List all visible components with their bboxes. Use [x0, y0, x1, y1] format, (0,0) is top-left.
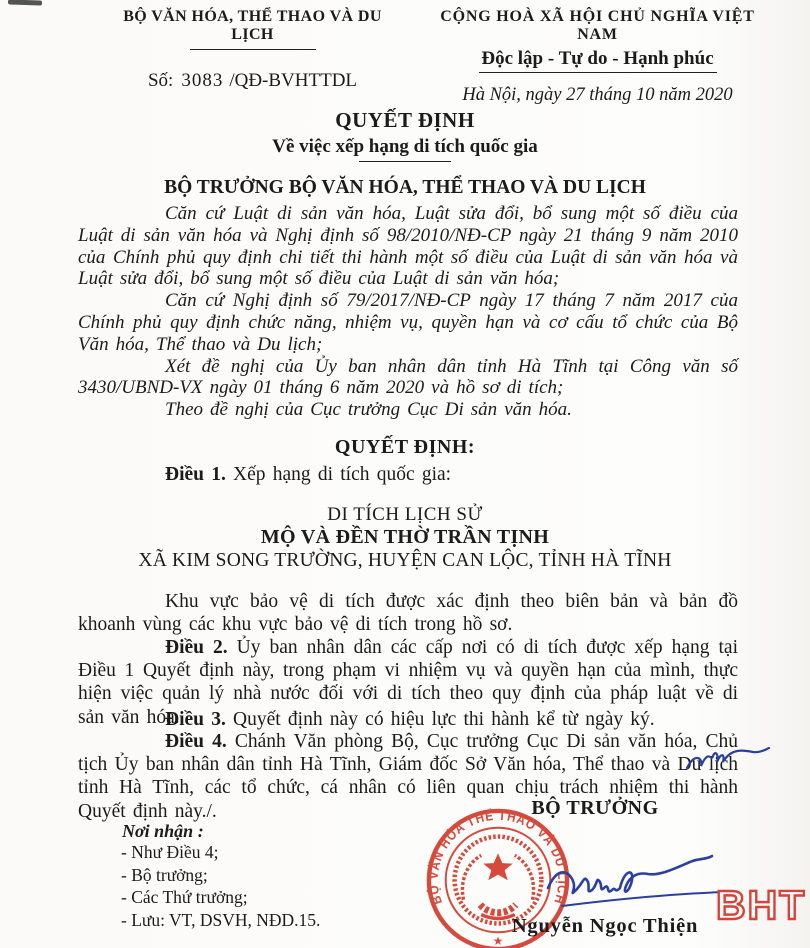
article-1-label: Điều 1. [165, 464, 226, 485]
handwritten-initials [683, 740, 771, 780]
national-emblem [455, 837, 542, 924]
article-3-paragraph [78, 708, 738, 731]
seal-bottom-star: ★ [492, 934, 504, 948]
protection-text: Khu vực bảo vệ di tích được xác định theo biên bản và bản đồ khoanh vùng các khu vực bảo vệ di tích trong hồ sơ. [78, 591, 738, 636]
title-block [0, 108, 810, 199]
issuing-org-block [100, 8, 405, 92]
issuing-org-name: BỘ VĂN HÓA, THỂ THAO VÀ DU LỊCH [123, 8, 382, 44]
motto-underline [479, 72, 717, 73]
seal-ring-text: BỘ VĂN HÓA THỂ THAO VÀ DU LỊCH [425, 807, 571, 908]
protection-paragraph [78, 590, 738, 636]
decision-subject: Về việc xếp hạng di tích quốc gia [272, 136, 538, 157]
article-1-text: Xếp hạng di tích quốc gia: [225, 464, 452, 485]
preamble-paragraph: Xét đề nghị của Ủy ban nhân dân tỉnh Hà Tĩnh tại Công văn số 3430/UBND-VX ngày 01 tháng 6 năm 2020 và hồ sơ di tích; [78, 355, 738, 399]
country-name: CỘNG HOÀ XÃ HỘI CHỦ NGHĨA VIỆT NAM [440, 8, 755, 43]
signer-name: Nguyễn Ngọc Thiện [511, 915, 699, 937]
article-3-text [78, 708, 738, 731]
signer-position: BỘ TRƯỞNG [531, 797, 659, 819]
doc-number-label: Số: [147, 69, 174, 91]
article-2-label: Điều 2. [165, 637, 228, 658]
preamble-paragraph: Theo đề nghị của Cục trưởng Cục Di sản văn hóa. [165, 399, 572, 421]
document-number-line [100, 70, 405, 92]
bht-watermark: BHT [716, 882, 807, 928]
doc-number-value: 3083 [181, 69, 224, 91]
national-header-block [425, 8, 770, 106]
scan-artifact [8, 0, 42, 6]
recipient-item: - Các Thứ trưởng; [121, 887, 248, 907]
site-block [0, 503, 810, 573]
preamble-paragraph: Căn cứ Nghị định số 79/2017/NĐ-CP ngày 17 tháng 7 năm 2017 của Chính phủ quy định chức năng, nhiệm vụ, quyền hạn và cơ cấu tổ chức của Bộ Văn hóa, Thể thao và Du lịch; [78, 290, 738, 355]
article-4-label: Điều 4. [165, 731, 227, 752]
recipient-item: - Như Điều 4; [121, 842, 219, 862]
recipients-list [121, 843, 320, 933]
article-1-line [78, 464, 738, 486]
site-location: XÃ KIM SONG TRƯỜNG, HUYỆN CAN LỘC, TỈNH HÀ TĨNH [138, 550, 672, 572]
recipient-item: - Bộ trưởng; [121, 864, 208, 885]
resolution-heading: QUYẾT ĐỊNH: [334, 436, 476, 458]
doc-number-suffix: /QĐ-BVHTTDL [229, 69, 358, 91]
article-2-body: Ủy ban nhân dân các cấp nơi có di tích được xếp hạng tại Điều 1 Quyết định này, trong phạm vi nhiệm vụ và quyền hạn của mình, thực hiện việc quản lý nhà nước đối với di tích theo quy định của pháp luật về di sản văn hóa. [78, 637, 738, 728]
recipient-item: - Lưu: VT, DSVH, NĐD.15. [121, 909, 321, 930]
site-type: DI TÍCH LỊCH SỬ [327, 504, 483, 525]
preamble-block [78, 203, 738, 421]
national-motto: Độc lập - Tự do - Hạnh phúc [481, 48, 714, 69]
place-date-line: Hà Nội, ngày 27 tháng 10 năm 2020 [462, 85, 733, 105]
preamble-paragraph: Căn cứ Luật di sản văn hóa, Luật sửa đổi, bổ sung một số điều của Luật di sản văn hóa và Nghị định số 98/2010/NĐ-CP ngày 21 tháng 9 năm 2010 của Chính phủ quy định chi tiết thi hành một số điều của Luật di sản văn hóa và Luật sửa đổi, bổ sung một số điều của Luật di sản văn hóa; [78, 203, 738, 290]
decision-heading: QUYẾT ĐỊNH [335, 108, 475, 132]
article-4-body: Chánh Văn phòng Bộ, Cục trưởng Cục Di sản văn hóa, Chủ tịch Ủy ban nhân dân tỉnh Hà Tĩnh, Giám đốc Sở Văn hóa, Thể thao và Du lịch tỉnh Hà Tĩnh, các tổ chức, cá nhân có liên quan chịu trách nhiệm thi hành Quyết định này./. [78, 731, 739, 822]
article-3-body: Quyết định này có hiệu lực thi hành kể từ ngày ký. [225, 709, 655, 730]
issuer-title: BỘ TRƯỞNG BỘ VĂN HÓA, THỂ THAO VÀ DU LỊCH [164, 177, 646, 198]
article-3-label: Điều 3. [165, 709, 226, 730]
site-name: MỘ VÀ ĐỀN THỜ TRẦN TỊNH [260, 526, 550, 549]
subject-underline [359, 161, 451, 162]
org-underline [190, 49, 316, 50]
recipients-label: Nơi nhận : [122, 821, 204, 841]
